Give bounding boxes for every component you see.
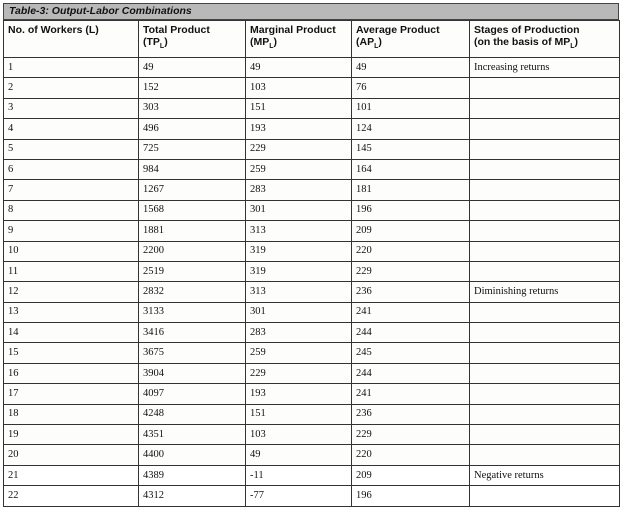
cell-average-product: 196 (352, 486, 470, 506)
cell-workers: 7 (4, 180, 139, 200)
cell-average-product: 196 (352, 200, 470, 220)
table-row (4, 323, 620, 343)
cell-stage (470, 302, 620, 322)
cell-average-product: 244 (352, 323, 470, 343)
cell-average-product: 220 (352, 445, 470, 465)
table-row (4, 425, 620, 445)
header-mp-line1: Marginal Product (250, 24, 336, 36)
cell-workers: 2 (4, 78, 139, 98)
table-row (4, 221, 620, 241)
cell-stage (470, 323, 620, 343)
header-workers-label: No. of Workers (L) (8, 24, 99, 36)
header-ap-suffix: ) (378, 36, 382, 48)
header-tp-prefix: (TP (143, 36, 160, 48)
cell-total-product: 1267 (139, 180, 246, 200)
cell-average-product: 236 (352, 404, 470, 424)
header-stages (470, 21, 620, 58)
header-ap-line1: Average Product (356, 24, 440, 36)
cell-average-product: 209 (352, 221, 470, 241)
cell-stage (470, 241, 620, 261)
table-row (4, 159, 620, 179)
cell-total-product: 2832 (139, 282, 246, 302)
cell-workers: 10 (4, 241, 139, 261)
cell-marginal-product: 103 (246, 78, 352, 98)
cell-total-product: 496 (139, 119, 246, 139)
cell-workers: 20 (4, 445, 139, 465)
cell-average-product: 229 (352, 425, 470, 445)
cell-marginal-product: 313 (246, 282, 352, 302)
cell-workers: 3 (4, 98, 139, 118)
cell-total-product: 1881 (139, 221, 246, 241)
cell-workers: 22 (4, 486, 139, 506)
table-row (4, 302, 620, 322)
cell-workers: 4 (4, 119, 139, 139)
cell-stage (470, 363, 620, 383)
cell-total-product: 4389 (139, 465, 246, 485)
cell-average-product: 124 (352, 119, 470, 139)
cell-marginal-product: 319 (246, 261, 352, 281)
cell-total-product: 152 (139, 78, 246, 98)
output-labor-table (3, 20, 620, 507)
cell-marginal-product: 49 (246, 58, 352, 78)
table-row (4, 363, 620, 383)
cell-total-product: 4097 (139, 384, 246, 404)
cell-workers: 17 (4, 384, 139, 404)
header-marginal-product (246, 21, 352, 58)
cell-average-product: 229 (352, 261, 470, 281)
table-row (4, 180, 620, 200)
cell-total-product: 4351 (139, 425, 246, 445)
table-row (4, 139, 620, 159)
header-mp-sub: L (269, 43, 274, 51)
cell-workers: 14 (4, 323, 139, 343)
cell-workers: 18 (4, 404, 139, 424)
cell-stage (470, 425, 620, 445)
header-tp-sub: L (159, 43, 165, 51)
cell-total-product: 1568 (139, 200, 246, 220)
cell-average-product: 145 (352, 139, 470, 159)
cell-stage: Negative returns (470, 465, 620, 485)
cell-marginal-product: 313 (246, 221, 352, 241)
cell-marginal-product: 259 (246, 343, 352, 363)
cell-average-product: 236 (352, 282, 470, 302)
cell-workers: 13 (4, 302, 139, 322)
header-tp-line1: Total Product (143, 24, 210, 36)
table-header-row (4, 21, 620, 58)
cell-stage (470, 343, 620, 363)
table-row (4, 384, 620, 404)
table-row (4, 78, 620, 98)
cell-average-product: 76 (352, 78, 470, 98)
header-workers (4, 21, 139, 58)
header-mp-prefix: (MP (250, 36, 270, 48)
header-stage-suffix: ) (574, 36, 579, 48)
table-row (4, 343, 620, 363)
cell-stage (470, 119, 620, 139)
cell-workers: 19 (4, 425, 139, 445)
header-tp-suffix: ) (164, 36, 168, 48)
cell-total-product: 4312 (139, 486, 246, 506)
cell-marginal-product: 193 (246, 119, 352, 139)
table-row (4, 282, 620, 302)
table-row (4, 404, 620, 424)
cell-marginal-product: 259 (246, 159, 352, 179)
cell-total-product: 2519 (139, 261, 246, 281)
cell-stage (470, 98, 620, 118)
cell-marginal-product: 193 (246, 384, 352, 404)
cell-marginal-product: 49 (246, 445, 352, 465)
cell-total-product: 2200 (139, 241, 246, 261)
cell-workers: 15 (4, 343, 139, 363)
cell-workers: 8 (4, 200, 139, 220)
cell-average-product: 245 (352, 343, 470, 363)
cell-stage (470, 445, 620, 465)
cell-total-product: 4248 (139, 404, 246, 424)
cell-stage (470, 180, 620, 200)
cell-workers: 21 (4, 465, 139, 485)
cell-average-product: 244 (352, 363, 470, 383)
table-title: Table-3: Output-Labor Combinations (3, 3, 619, 20)
cell-marginal-product: 103 (246, 425, 352, 445)
cell-workers: 5 (4, 139, 139, 159)
header-stage-sub: L (570, 43, 575, 51)
cell-marginal-product: -77 (246, 486, 352, 506)
cell-marginal-product: 151 (246, 404, 352, 424)
table-row (4, 58, 620, 78)
cell-marginal-product: 301 (246, 302, 352, 322)
cell-stage (470, 78, 620, 98)
cell-stage: Diminishing returns (470, 282, 620, 302)
cell-marginal-product: 283 (246, 323, 352, 343)
table-row (4, 486, 620, 506)
cell-total-product: 49 (139, 58, 246, 78)
cell-marginal-product: 229 (246, 363, 352, 383)
header-mp-suffix: ) (273, 36, 278, 48)
cell-workers: 16 (4, 363, 139, 383)
table-row (4, 98, 620, 118)
cell-average-product: 241 (352, 302, 470, 322)
cell-marginal-product: 319 (246, 241, 352, 261)
header-ap-sub: L (374, 43, 379, 51)
cell-workers: 11 (4, 261, 139, 281)
cell-stage: Increasing returns (470, 58, 620, 78)
table-body (4, 58, 620, 507)
cell-stage (470, 384, 620, 404)
cell-workers: 12 (4, 282, 139, 302)
cell-workers: 6 (4, 159, 139, 179)
cell-average-product: 49 (352, 58, 470, 78)
table-row (4, 465, 620, 485)
cell-workers: 9 (4, 221, 139, 241)
cell-total-product: 725 (139, 139, 246, 159)
cell-marginal-product: 151 (246, 98, 352, 118)
document-page (3, 3, 619, 501)
cell-average-product: 181 (352, 180, 470, 200)
cell-stage (470, 139, 620, 159)
cell-marginal-product: -11 (246, 465, 352, 485)
table-row (4, 241, 620, 261)
header-average-product (352, 21, 470, 58)
cell-stage (470, 404, 620, 424)
cell-total-product: 3133 (139, 302, 246, 322)
cell-total-product: 984 (139, 159, 246, 179)
table-row (4, 261, 620, 281)
cell-average-product: 164 (352, 159, 470, 179)
cell-workers: 1 (4, 58, 139, 78)
header-ap-prefix: (AP (356, 36, 375, 48)
cell-stage (470, 486, 620, 506)
cell-average-product: 101 (352, 98, 470, 118)
cell-average-product: 241 (352, 384, 470, 404)
table-row (4, 119, 620, 139)
cell-total-product: 3675 (139, 343, 246, 363)
cell-marginal-product: 229 (246, 139, 352, 159)
cell-stage (470, 221, 620, 241)
cell-stage (470, 261, 620, 281)
table-row (4, 200, 620, 220)
cell-average-product: 220 (352, 241, 470, 261)
cell-stage (470, 159, 620, 179)
header-total-product (139, 21, 246, 58)
cell-stage (470, 200, 620, 220)
cell-average-product: 209 (352, 465, 470, 485)
cell-marginal-product: 301 (246, 200, 352, 220)
cell-total-product: 3416 (139, 323, 246, 343)
cell-total-product: 303 (139, 98, 246, 118)
header-stage-line1: Stages of Production (474, 24, 580, 36)
cell-total-product: 4400 (139, 445, 246, 465)
table-row (4, 445, 620, 465)
header-stage-prefix: (on the basis of MP (474, 36, 571, 48)
cell-marginal-product: 283 (246, 180, 352, 200)
cell-total-product: 3904 (139, 363, 246, 383)
